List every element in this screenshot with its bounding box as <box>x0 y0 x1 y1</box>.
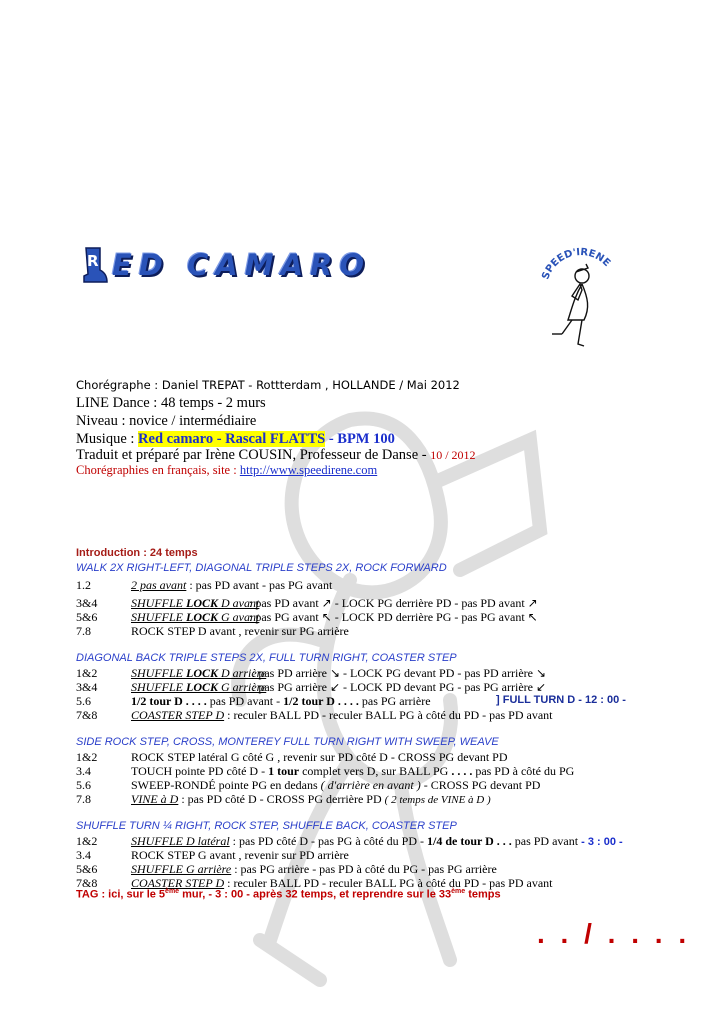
music-line <box>76 431 395 448</box>
section-heading-2: DIAGONAL BACK TRIPLE STEPS 2X, FULL TURN RIGHT, COASTER STEP <box>76 652 457 664</box>
choreographer-line: Chorégraphe : Daniel TREPAT - Rottterdam , HOLLANDE / Mai 2012 <box>76 378 460 392</box>
line-dance-info: LINE Dance : 48 temps - 2 murs <box>76 395 266 411</box>
step-count: 7.8 <box>76 624 91 638</box>
site-line <box>76 463 377 478</box>
turn-note: ] FULL TURN D - 12 : 00 - <box>496 694 626 706</box>
step-desc: SHUFFLE G arrière : pas PG arrière - pas PD à côté du PG - pas PG arrière <box>131 862 497 876</box>
level-info: Niveau : novice / intermédiaire <box>76 413 257 429</box>
step-count: 5.6 <box>76 778 91 792</box>
section-heading-1: WALK 2X RIGHT-LEFT, DIAGONAL TRIPLE STEPS 2X, ROCK FORWARD <box>76 562 447 574</box>
step-count: 1&2 <box>76 666 98 680</box>
step-desc: SHUFFLE LOCK D arrière <box>131 666 267 680</box>
step-desc: SHUFFLE LOCK G arrière <box>131 680 267 694</box>
step-desc: ROCK STEP G avant , revenir sur PD arrière <box>131 848 349 862</box>
translated-line <box>76 447 476 464</box>
site-label: Chorégraphies en français, site : <box>76 463 237 477</box>
step-desc: TOUCH pointe PD côté D - 1 tour complet vers D, sur BALL PG . . . . pas PD à côté du PG <box>131 764 575 778</box>
step-desc: 1/2 tour D . . . . pas PD avant - 1/2 tour D . . . . pas PG arrière <box>131 694 431 708</box>
step-desc: 2 pas avant : pas PD avant - pas PG avant <box>131 578 333 592</box>
step-desc: VINE à D : pas PD côté D - CROSS PG derrière PD ( 2 temps de VINE à D ) <box>131 792 491 806</box>
step-count: 7&8 <box>76 708 98 722</box>
step-count: 5.6 <box>76 694 91 708</box>
translator-text: Traduit et préparé par Irène COUSIN, Professeur de Danse - <box>76 447 427 463</box>
step-count: 1&2 <box>76 834 98 848</box>
step-count: 3&4 <box>76 596 98 610</box>
step-count: 1.2 <box>76 578 91 592</box>
music-label: Musique : <box>76 431 135 447</box>
title-text: ED CAMARO <box>112 248 371 282</box>
step-desc: SHUFFLE D latéral : pas PD côté D - pas PG à côté du PD - 1/4 de tour D . . . pas PD avant - 3 : 00 - <box>131 834 623 848</box>
step-count: 5&6 <box>76 862 98 876</box>
tag-line: TAG : ici, sur le 5ème mur, - 3 : 00 - après 32 temps, et reprendre sur le 33ème temps <box>76 888 501 901</box>
music-title: Red camaro - Rascal FLATTS <box>138 431 326 447</box>
step-desc: ROCK STEP D avant , revenir sur PG arrière <box>131 624 349 638</box>
section-heading-4: SHUFFLE TURN ¼ RIGHT, ROCK STEP, SHUFFLE BACK, COASTER STEP <box>76 820 457 832</box>
logo-text-path: SPEED'IRENE <box>540 246 613 282</box>
continued-marker: . . / . . . . <box>537 918 691 949</box>
step-desc: SHUFFLE LOCK G avant <box>131 610 260 624</box>
intro-line: Introduction : 24 temps <box>76 547 198 559</box>
speedirene-logo <box>538 238 622 352</box>
step-desc: COASTER STEP D : reculer BALL PD - reculer BALL PG à côté du PD - pas PD avant <box>131 708 553 722</box>
boot-initial-icon <box>82 246 108 286</box>
logo-text <box>540 247 612 281</box>
step-desc: ROCK STEP latéral G côté G , revenir sur PD côté D - CROSS PG devant PD <box>131 750 508 764</box>
step-count: 3.4 <box>76 848 91 862</box>
music-bpm: BPM 100 <box>337 431 395 447</box>
music-separator: - <box>325 431 338 447</box>
step-count: 7&8 <box>76 876 98 890</box>
step-count: 3&4 <box>76 680 98 694</box>
step-desc: SWEEP-RONDÉ pointe PG en dedans ( d'arrière en avant ) - CROSS PG devant PD <box>131 778 541 792</box>
step-desc: COASTER STEP D : reculer BALL PD - reculer BALL PG à côté du PD - pas PD avant <box>131 876 553 890</box>
section-heading-3: SIDE ROCK STEP, CROSS, MONTEREY FULL TURN RIGHT WITH SWEEP, WEAVE <box>76 736 499 748</box>
step-count: 1&2 <box>76 750 98 764</box>
step-count: 3.4 <box>76 764 91 778</box>
title-initial-letter: R <box>87 252 99 270</box>
step-desc: SHUFFLE LOCK D avant <box>131 596 260 610</box>
site-link[interactable]: http://www.speedirene.com <box>239 463 378 477</box>
translation-date: 10 / 2012 <box>430 448 476 462</box>
step-count: 7.8 <box>76 792 91 806</box>
step-count: 5&6 <box>76 610 98 624</box>
